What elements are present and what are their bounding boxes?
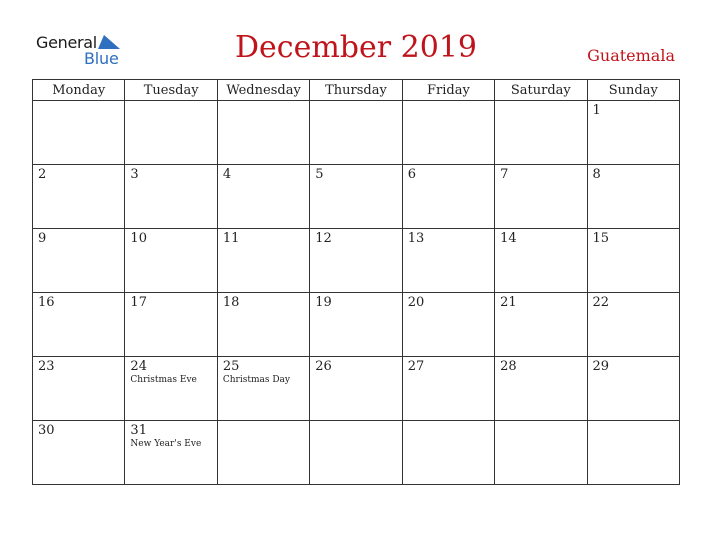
country-label: Guatemala — [587, 46, 675, 65]
day-cell — [310, 357, 402, 421]
day-number: 16 — [38, 295, 55, 310]
week-row — [33, 229, 680, 293]
holiday-label: New Year's Eve — [130, 439, 202, 449]
day-cell — [125, 293, 217, 357]
day-cell — [495, 421, 587, 485]
weekday-header: Thursday — [310, 80, 402, 101]
weekday-header-row — [33, 80, 680, 101]
day-number: 30 — [38, 423, 55, 438]
day-number: 3 — [130, 167, 139, 182]
day-number: 2 — [38, 167, 47, 182]
day-number: 25 — [222, 359, 240, 374]
day-number: 24 — [130, 359, 147, 374]
week-row — [33, 293, 680, 357]
week-row — [33, 421, 680, 485]
day-cell — [495, 293, 587, 357]
day-cell — [310, 421, 402, 485]
day-cell — [217, 101, 309, 165]
day-cell — [125, 165, 217, 229]
day-cell — [587, 101, 679, 165]
day-cell — [402, 229, 494, 293]
day-cell — [217, 421, 309, 485]
day-cell — [125, 229, 217, 293]
day-cell — [125, 421, 217, 485]
page-title: December 2019 — [235, 30, 477, 65]
day-number: 15 — [592, 231, 610, 246]
day-number: 6 — [407, 167, 416, 182]
weekday-header: Wednesday — [217, 80, 309, 101]
day-cell — [33, 357, 125, 421]
day-cell — [402, 357, 494, 421]
day-cell — [402, 293, 494, 357]
day-cell — [495, 229, 587, 293]
day-cell — [33, 101, 125, 165]
day-number: 28 — [500, 359, 517, 374]
day-cell — [33, 293, 125, 357]
day-cell — [310, 229, 402, 293]
day-number: 11 — [222, 231, 240, 246]
day-number: 7 — [500, 167, 509, 182]
day-number: 4 — [222, 167, 232, 182]
day-number: 18 — [222, 295, 240, 310]
day-number: 20 — [407, 295, 425, 310]
day-number: 26 — [315, 359, 332, 374]
day-cell — [33, 421, 125, 485]
day-cell — [217, 293, 309, 357]
day-cell — [402, 101, 494, 165]
day-number: 14 — [500, 231, 517, 246]
day-number: 23 — [38, 359, 55, 374]
day-cell — [587, 357, 679, 421]
day-number: 29 — [592, 359, 610, 374]
day-cell — [495, 101, 587, 165]
day-cell — [310, 101, 402, 165]
day-cell — [33, 229, 125, 293]
day-cell — [402, 165, 494, 229]
day-cell — [587, 229, 679, 293]
holiday-label: Christmas Eve — [130, 375, 197, 385]
holiday-label: Christmas Day — [222, 375, 290, 385]
day-number: 12 — [315, 231, 332, 246]
day-cell — [125, 101, 217, 165]
weekday-header: Sunday — [587, 80, 679, 101]
day-cell — [587, 421, 679, 485]
weekday-header: Saturday — [495, 80, 587, 101]
logo-text-general: General — [36, 33, 97, 52]
day-cell — [402, 421, 494, 485]
weekday-header: Monday — [33, 80, 125, 101]
day-cell — [217, 357, 309, 421]
day-number: 22 — [592, 295, 610, 310]
day-cell — [310, 165, 402, 229]
day-cell — [217, 165, 309, 229]
day-number: 1 — [592, 103, 601, 118]
week-row — [33, 101, 680, 165]
day-cell — [125, 357, 217, 421]
weekday-header: Tuesday — [125, 80, 217, 101]
day-number: 10 — [130, 231, 147, 246]
day-cell — [33, 165, 125, 229]
logo-text-blue: Blue — [84, 49, 119, 68]
week-row — [33, 357, 680, 421]
calendar-grid — [32, 79, 680, 485]
day-number: 21 — [500, 295, 517, 310]
day-number: 13 — [407, 231, 425, 246]
day-number: 27 — [407, 359, 425, 374]
day-cell — [587, 293, 679, 357]
day-number: 9 — [38, 231, 47, 246]
day-number: 8 — [592, 167, 601, 182]
weekday-header: Friday — [402, 80, 494, 101]
day-number: 19 — [315, 295, 332, 310]
day-cell — [495, 165, 587, 229]
day-cell — [495, 357, 587, 421]
day-cell — [587, 165, 679, 229]
day-number: 17 — [130, 295, 147, 310]
day-number: 5 — [315, 167, 324, 182]
day-number: 31 — [130, 423, 147, 438]
week-row — [33, 165, 680, 229]
day-cell — [310, 293, 402, 357]
day-cell — [217, 229, 309, 293]
